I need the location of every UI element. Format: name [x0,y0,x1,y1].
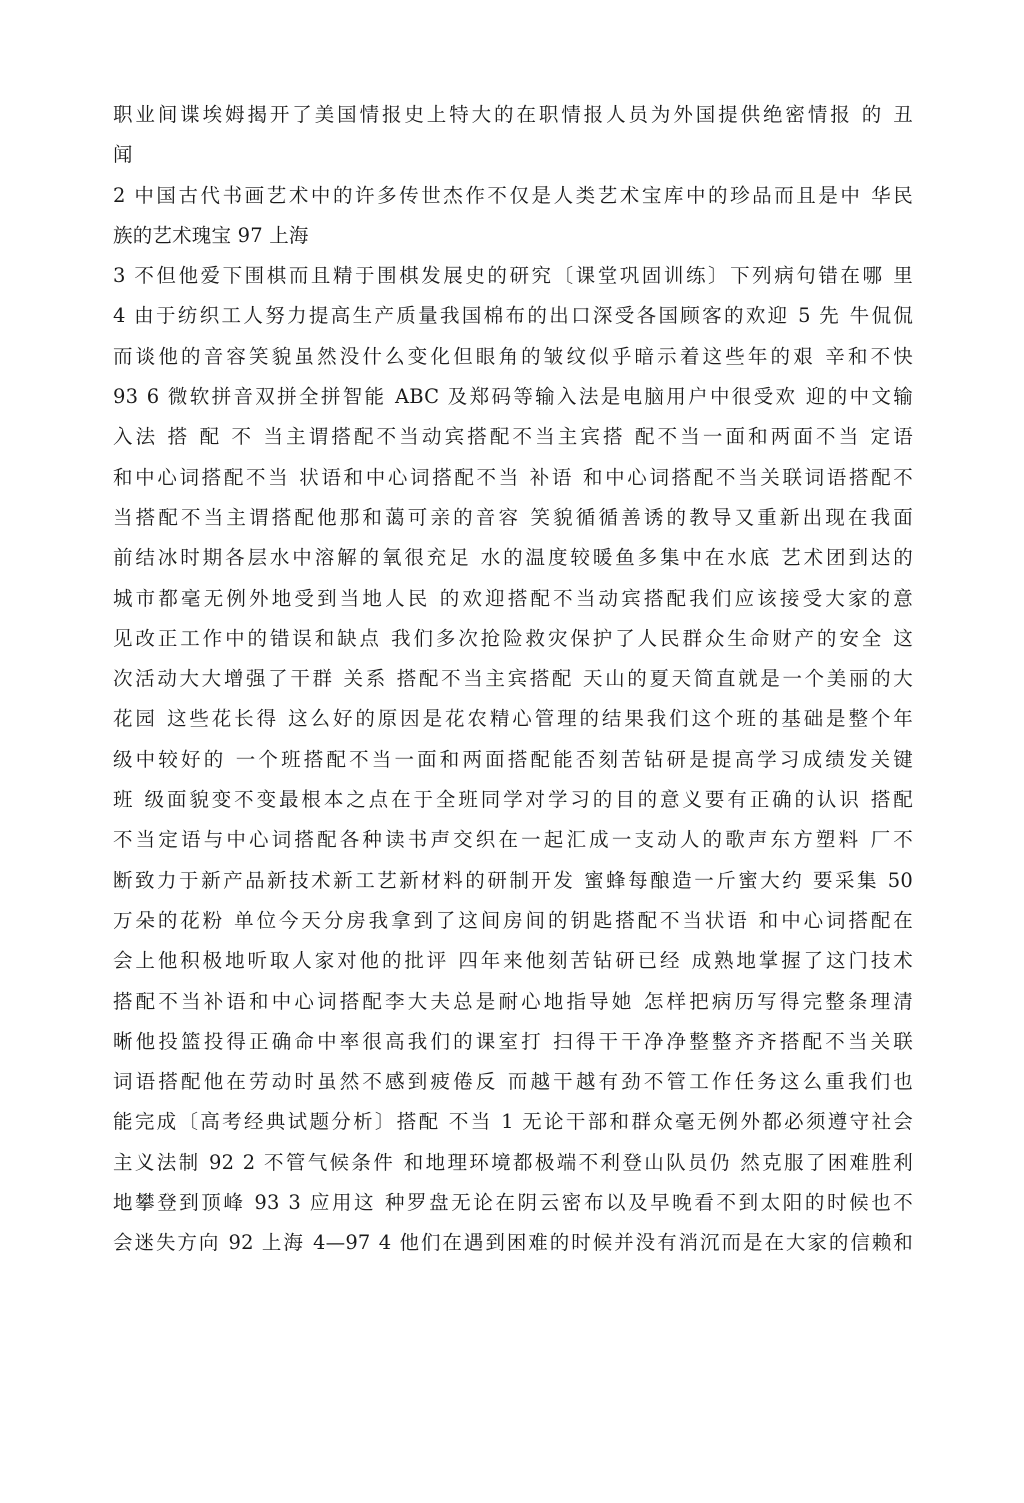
text-line: 而谈他的音容笑貌虽然没什么变化但眼角的皱纹似乎暗示着这些年的艰 辛和不快 [113,344,913,368]
text-line: 次活动大大增强了干群 关系 搭配不当主宾搭配 天山的夏天简直就是一个美丽的大 [113,667,913,691]
text-line: 职业间谍埃姆揭开了美国情报史上特大的在职情报人员为外国提供绝密情报 的 丑 [113,103,913,126]
text-line: 级中较好的 一个班搭配不当一面和两面搭配能否刻苦钻研是提高学习成绩发关键 [113,747,913,771]
text-line: 3 不但他爱下围棋而且精于围棋发展史的研究〔课堂巩固训练〕下列病句错在哪 里 [113,264,913,288]
text-line: 不当定语与中心词搭配各种读书声交织在一起汇成一支动人的歌声东方塑料 厂不 [113,828,913,852]
text-line: 词语搭配他在劳动时虽然不感到疲倦反 而越干越有劲不管工作任务这么重我们也 [113,1070,913,1094]
text-line: 前结冰时期各层水中溶解的氧很充足 水的温度较暖鱼多集中在水底 艺术团到达的 [113,546,913,570]
text-line: 会迷失方向 92 上海 4—97 4 他们在遇到困难的时候并没有消沉而是在大家的信赖和 [113,1231,913,1255]
text-line: 主义法制 92 2 不管气候条件 和地理环境都极端不利登山队员仍 然克服了困难胜利 [113,1150,913,1174]
text-line: 会上他积极地听取人家对他的批评 四年来他刻苦钻研已经 成熟地掌握了这门技术 [113,949,913,973]
text-line: 地攀登到顶峰 93 3 应用这 种罗盘无论在阴云密布以及早晚看不到太阳的时候也不 [113,1191,913,1215]
text-line: 闻 [113,143,133,167]
text-line: 4 由于纺织工人努力提高生产质量我国棉布的出口深受各国顾客的欢迎 5 先 牛侃侃 [113,304,913,328]
text-line: 见改正工作中的错误和缺点 我们多次抢险救灾保护了人民群众生命财产的安全 这 [113,626,913,650]
text-line: 能完成〔高考经典试题分析〕搭配 不当 1 无论干部和群众毫无例外都必须遵守社会 [113,1110,913,1134]
text-line: 晰他投篮投得正确命中率很高我们的课室打 扫得干干净净整整齐齐搭配不当关联 [113,1029,913,1053]
text-line: 万朵的花粉 单位今天分房我拿到了这间房间的钥匙搭配不当状语 和中心词搭配在 [113,908,913,932]
document-body [113,95,913,1264]
text-line: 2 中国古代书画艺术中的许多传世杰作不仅是人类艺术宝库中的珍品而且是中 华民 [113,183,913,207]
text-line: 花园 这些花长得 这么好的原因是花农精心管理的结果我们这个班的基础是整个年 [113,707,913,731]
text-line: 城市都毫无例外地受到当地人民 的欢迎搭配不当动宾搭配我们应该接受大家的意 [113,586,913,610]
text-line: 断致力于新产品新技术新工艺新材料的研制开发 蜜蜂每酿造一斤蜜大约 要采集 50 [113,868,913,892]
text-line: 93 6 微软拼音双拼全拼智能 ABC 及郑码等输入法是电脑用户中很受欢 迎的中文输 [113,385,913,409]
text-line: 族的艺术瑰宝 97 上海 [113,223,309,247]
text-line: 搭配不当补语和中心词搭配李大夫总是耐心地指导她 怎样把病历写得完整条理清 [113,989,913,1013]
text-line: 入法 搭 配 不 当主谓搭配不当动宾搭配不当主宾搭 配不当一面和两面不当 定语 [113,425,913,449]
text-line: 当搭配不当主谓搭配他那和蔼可亲的音容 笑貌循循善诱的教导又重新出现在我面 [113,505,913,529]
text-line: 班 级面貌变不变最根本之点在于全班同学对学习的目的意义要有正确的认识 搭配 [113,788,913,812]
text-line: 和中心词搭配不当 状语和中心词搭配不当 补语 和中心词搭配不当关联词语搭配不 [113,465,913,489]
